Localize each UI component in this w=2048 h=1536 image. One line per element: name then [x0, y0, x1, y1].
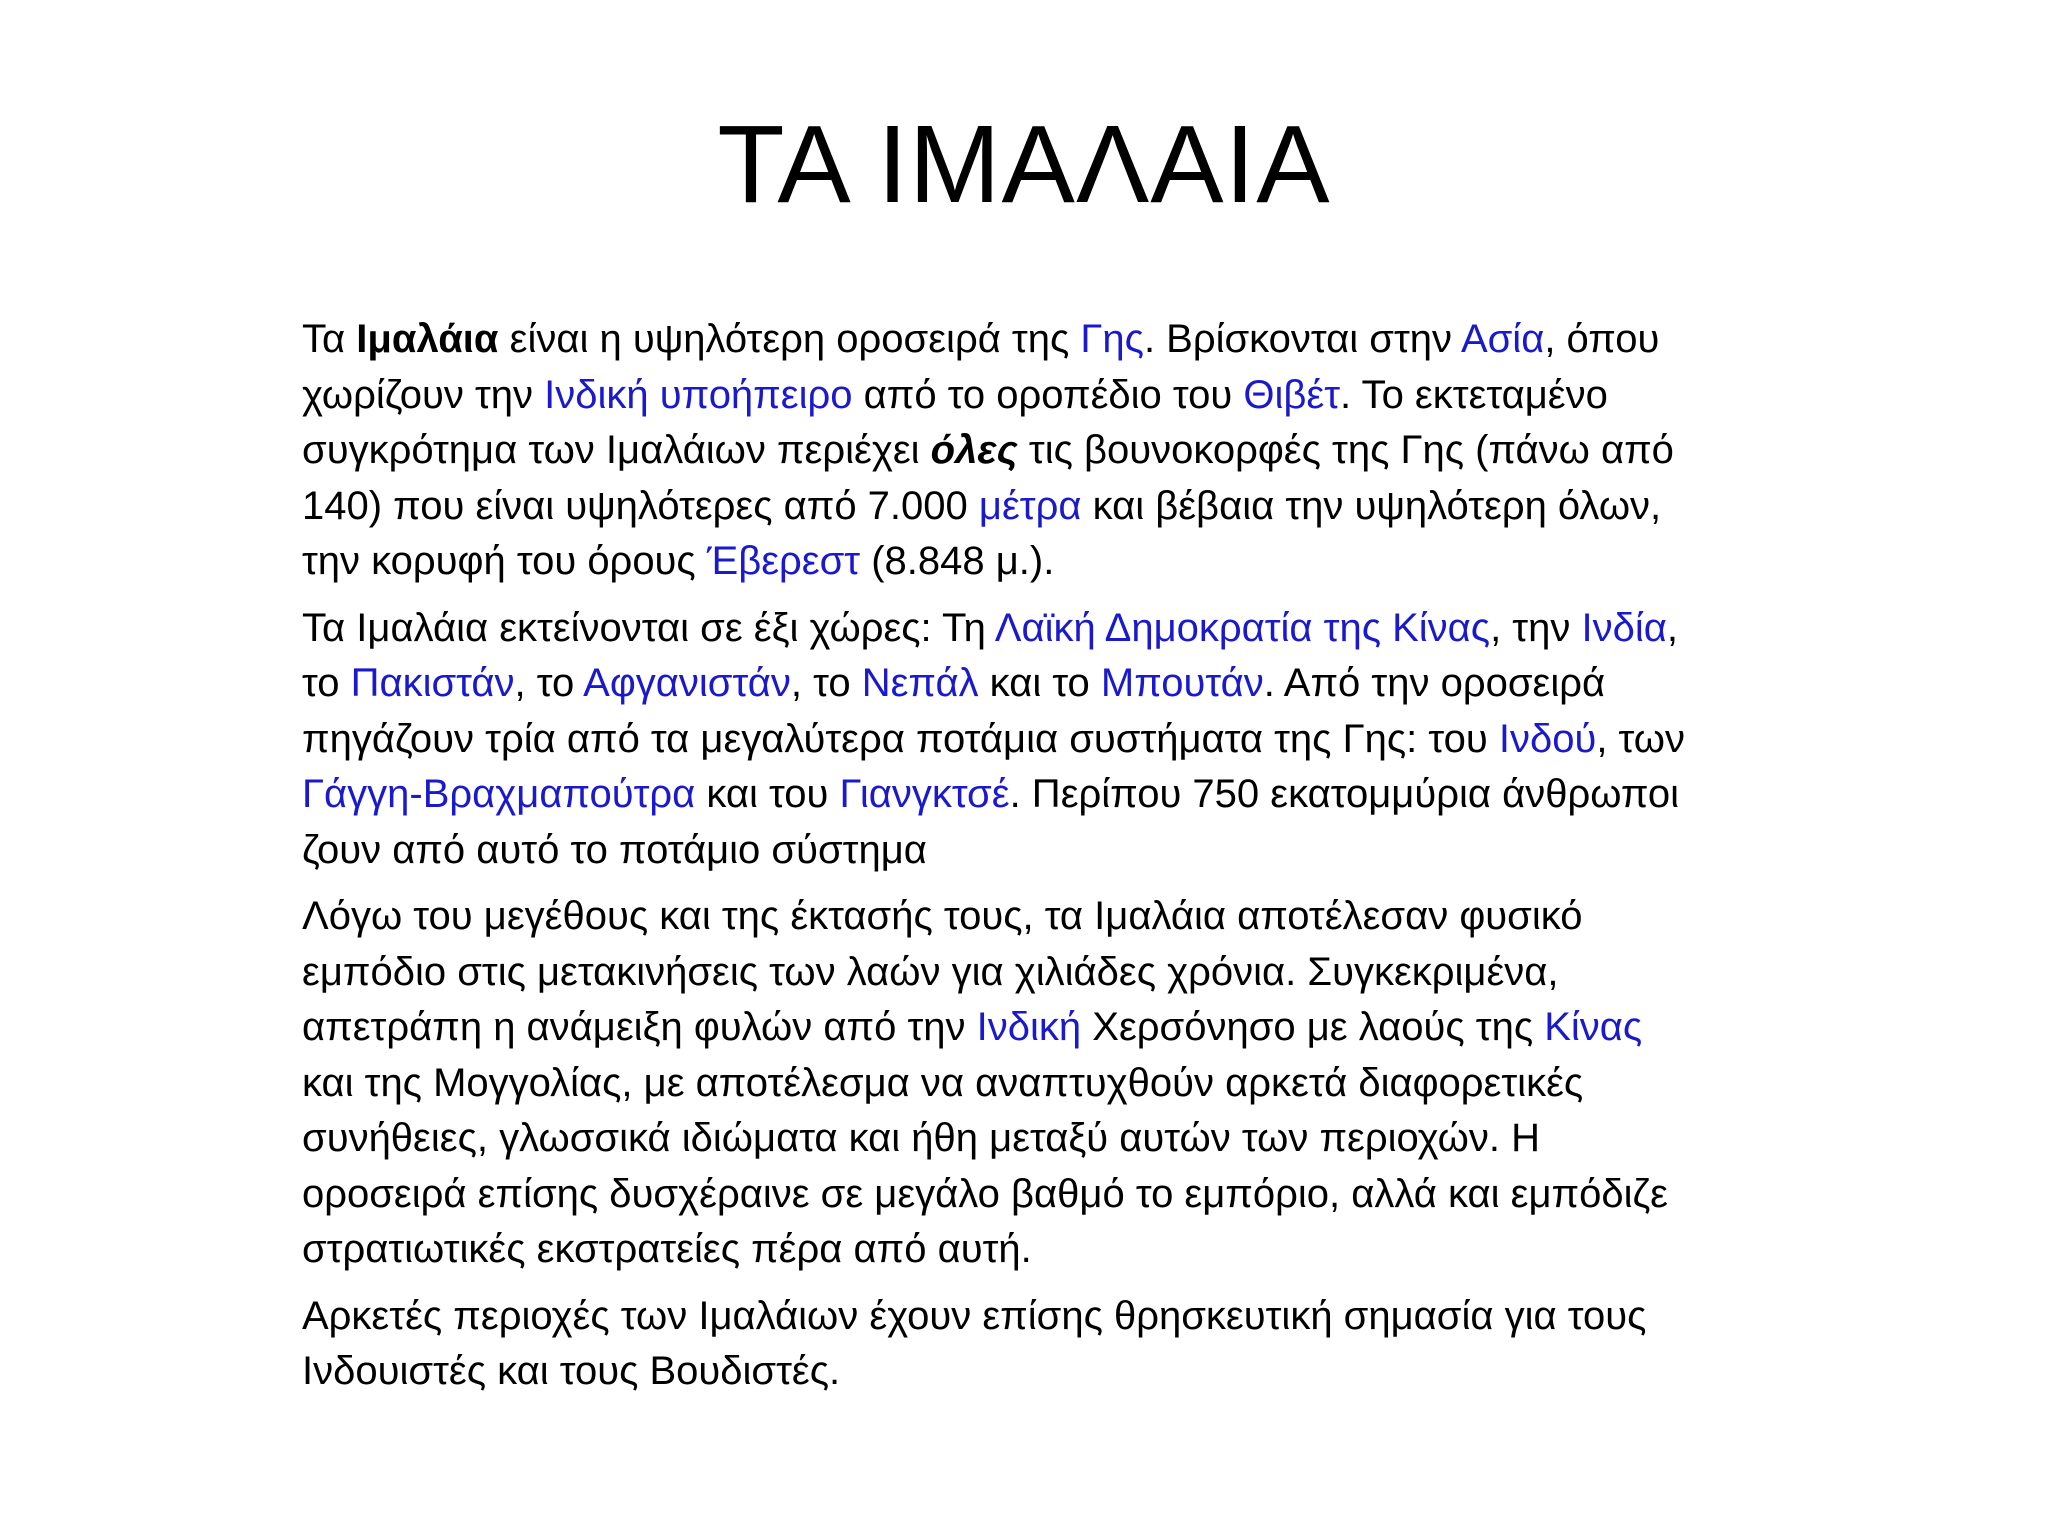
- paragraph-3: [302, 889, 1702, 1278]
- bold-text: Ιμαλάια: [356, 317, 499, 361]
- text-run: είναι η υψηλότερη οροσειρά της: [498, 317, 1081, 361]
- text-run: Τα: [302, 317, 357, 361]
- text-run: Λόγω του μεγέθους και της έκτασής τους, τα Ιμαλάια αποτέλεσαν φυσικό εμπόδιο στις μετακινήσεις των λαών για χιλιάδες χρόνια. Συγκεκριμένα, απετράπη η ανάμειξη φυλών από την: [302, 894, 1583, 1049]
- text-run: και του: [695, 772, 840, 816]
- text-link[interactable]: μέτρα: [978, 483, 1082, 528]
- text-run: και το: [978, 661, 1101, 705]
- text-run: , όπου χωρίζουν την: [302, 317, 1660, 417]
- text-run: . Περίπου 750 εκατομμύρια άνθρωποι ζουν από αυτό το ποτάμιο σύστημα: [302, 772, 1680, 872]
- text-link[interactable]: Ασία: [1460, 317, 1545, 361]
- text-run: . Βρίσκονται στην: [1143, 317, 1461, 361]
- text-run: , την: [1490, 605, 1582, 650]
- text-link[interactable]: Γάγγη-Βραχμαπούτρα: [302, 772, 696, 816]
- text-run: από το οροπέδιο του: [852, 372, 1244, 417]
- paragraph-2: [302, 601, 1702, 879]
- slide-body: [302, 312, 1702, 1411]
- text-link[interactable]: Γης: [1080, 317, 1144, 361]
- text-run: . Από την οροσειρά πηγάζουν τρία από τα μεγαλύτερα ποτάμια συστήματα της Γης: του: [302, 661, 1606, 761]
- paragraph-1: [302, 312, 1702, 590]
- text-run: , το: [514, 661, 584, 705]
- text-link[interactable]: Ινδική: [976, 1005, 1082, 1049]
- slide-title: ΤΑ ΙΜΑΛΑΙΑ: [717, 103, 1331, 226]
- text-link[interactable]: Ινδική υποήπειρο: [544, 372, 853, 417]
- text-link[interactable]: Πακιστάν: [350, 661, 515, 705]
- text-run: και της Μογγολίας, με αποτέλεσμα να αναπτυχθούν αρκετά διαφορετικές συνήθειες, γλωσσικά ιδιώματα και ήθη μεταξύ αυτών των περιοχών. Η οροσειρά επίσης δυσχέραινε σε μεγάλο βαθμό το εμπόριο, αλλά και εμπόδιζε στρατιωτικές εκστρατείες πέρα από αυτή.: [302, 1060, 1668, 1271]
- paragraph-4: [302, 1289, 1702, 1400]
- text-link[interactable]: Κίνας: [1544, 1005, 1643, 1049]
- text-run: (8.848 μ.).: [860, 539, 1055, 583]
- text-link[interactable]: Νεπάλ: [861, 661, 979, 705]
- text-run: τις βουνοκορφές της Γης (πάνω από 140) που είναι υψηλότερες από 7.000: [302, 428, 1674, 528]
- text-run: Τα Ιμαλάια εκτείνονται σε έξι χώρες: Τη: [302, 605, 995, 650]
- text-link[interactable]: Γιανγκτσέ: [839, 772, 1010, 816]
- text-run: , το: [302, 605, 1678, 705]
- text-link[interactable]: Μπουτάν: [1100, 661, 1264, 705]
- text-run: Χερσόνησο με λαούς της: [1081, 1005, 1545, 1049]
- text-run: . Το εκτεταμένο συγκρότημα των Ιμαλάιων περιέχει: [302, 372, 1608, 472]
- text-run: Αρκετές περιοχές των Ιμαλάιων έχουν επίσης θρησκευτική σημασία για τους Ινδουιστές και τους Βουδιστές.: [302, 1293, 1647, 1393]
- text-link[interactable]: Ινδού: [1498, 716, 1597, 761]
- text-run: και βέβαια την υψηλότερη όλων, την κορυφή του όρους: [302, 483, 1662, 583]
- emphasized-text: όλες: [930, 428, 1018, 472]
- text-link[interactable]: Θιβέτ: [1243, 372, 1341, 417]
- text-link[interactable]: Λαϊκή Δημοκρατία της Κίνας: [994, 605, 1491, 650]
- text-link[interactable]: Έβερεστ: [706, 539, 861, 583]
- text-run: , των: [1596, 716, 1686, 761]
- text-link[interactable]: Ινδία: [1581, 605, 1667, 650]
- text-link[interactable]: Αφγανιστάν: [583, 661, 791, 705]
- text-run: , το: [790, 661, 862, 705]
